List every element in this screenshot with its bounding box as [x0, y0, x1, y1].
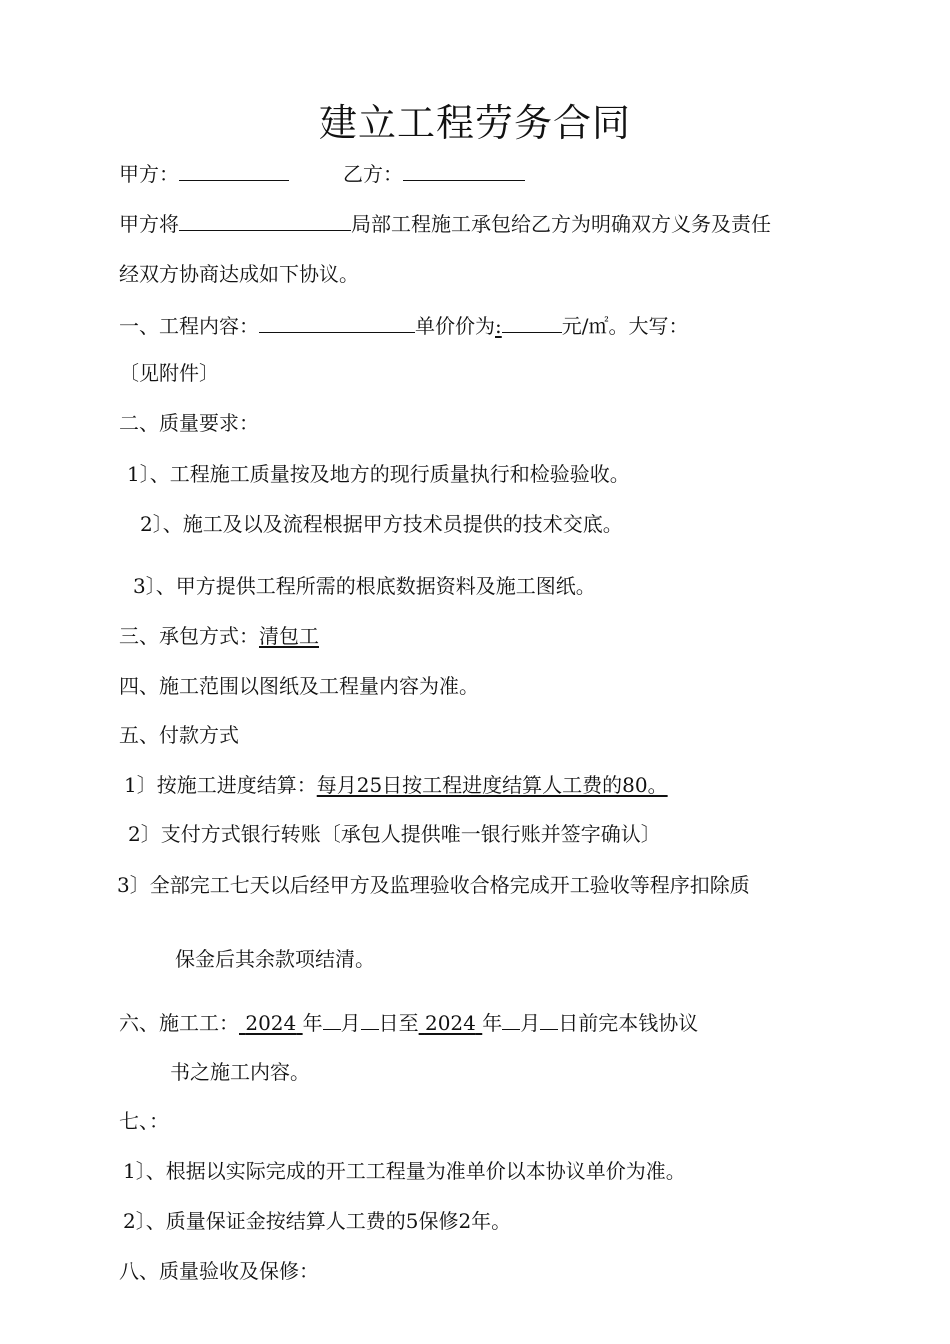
- party-b-label: 乙方：: [343, 162, 403, 186]
- settlement-item-2: 2〕、质量保证金按结算人工费的5保修2年。: [123, 1209, 512, 1233]
- quality-item-3: 3〕、甲方提供工程所需的根底数据资料及施工图纸。: [133, 574, 596, 598]
- party-a-label: 甲方：: [119, 162, 179, 186]
- payment-item-1: [124, 772, 668, 798]
- section-3-line: [119, 623, 319, 649]
- document-title: 建立工程劳务合同: [318, 101, 631, 145]
- start-month-char: 月: [340, 1011, 361, 1035]
- section-1-label: 一、工程内容：: [119, 314, 259, 338]
- end-day-blank: [540, 1009, 558, 1030]
- quality-item-2: 2〕、施工及以及流程根据甲方技术员提供的技术交底。: [140, 512, 623, 536]
- intro-prefix: 甲方将: [119, 212, 179, 236]
- section-6-label: 六、施工工：: [119, 1011, 239, 1035]
- section-6-line-2: 书之施工内容。: [170, 1060, 310, 1084]
- quality-item-1: 1〕、工程施工质量按及地方的现行质量执行和检验验收。: [127, 462, 630, 486]
- settlement-item-1: 1〕、根据以实际完成的开工工程量为准单价以本协议单价为准。: [123, 1159, 686, 1183]
- payment-item-1-value: 每月25日按工程进度结算人工费的80。: [316, 773, 668, 797]
- unit-suffix: 元/㎡。大写：: [561, 314, 689, 338]
- payment-item-2: 2〕支付方式银行转账〔承包人提供唯一银行账并签字确认〕: [128, 822, 661, 846]
- end-year-char: 年: [482, 1011, 503, 1035]
- end-year: 2024: [424, 1011, 476, 1035]
- payment-item-3-line-2: 保金后其余款项结清。: [175, 947, 375, 971]
- unit-price-blank: [502, 312, 562, 333]
- intro-line-2: 经双方协商达成如下协议。: [119, 262, 359, 286]
- day-to-label: 日至: [378, 1011, 419, 1035]
- day-end-label: 日前完本钱协议: [558, 1011, 699, 1035]
- contract-mode-value: 清包工: [259, 624, 319, 648]
- section-6-line: [119, 1009, 698, 1036]
- section-2-heading: 二、质量要求：: [119, 411, 259, 435]
- payment-item-3-line-1: 3〕全部完工七天以后经甲方及监理验收合格完成开工验收等程序扣除质: [117, 873, 750, 897]
- unit-price-label: 单价价为: [415, 314, 495, 338]
- intro-suffix: 局部工程施工承包给乙方为明确双方义务及责任: [351, 212, 771, 236]
- party-a-blank: [179, 160, 289, 181]
- end-month-char: 月: [520, 1011, 541, 1035]
- annex-note: 〔见附件〕: [119, 361, 219, 385]
- end-month-blank: [502, 1009, 520, 1030]
- section-7-heading: 七、：: [119, 1109, 169, 1133]
- party-b-blank: [403, 160, 525, 181]
- start-month-blank: [323, 1009, 341, 1030]
- section-3-label: 三、承包方式：: [119, 624, 259, 648]
- start-year-char: 年: [302, 1011, 323, 1035]
- section-1-line: [119, 312, 689, 339]
- section-4-line: 四、施工范围以图纸及工程量内容为准。: [119, 674, 479, 698]
- intro-line-1: [119, 210, 771, 237]
- project-name-blank: [179, 210, 351, 231]
- section-5-heading: 五、付款方式: [119, 723, 239, 747]
- start-day-blank: [361, 1009, 379, 1030]
- parties-line: [119, 160, 525, 187]
- start-year: 2024: [245, 1011, 297, 1035]
- work-content-blank: [259, 312, 415, 333]
- unit-price-colon: :: [495, 314, 502, 338]
- section-8-heading: 八、质量验收及保修：: [119, 1259, 319, 1283]
- payment-item-1-label: 1〕按施工进度结算：: [124, 773, 317, 797]
